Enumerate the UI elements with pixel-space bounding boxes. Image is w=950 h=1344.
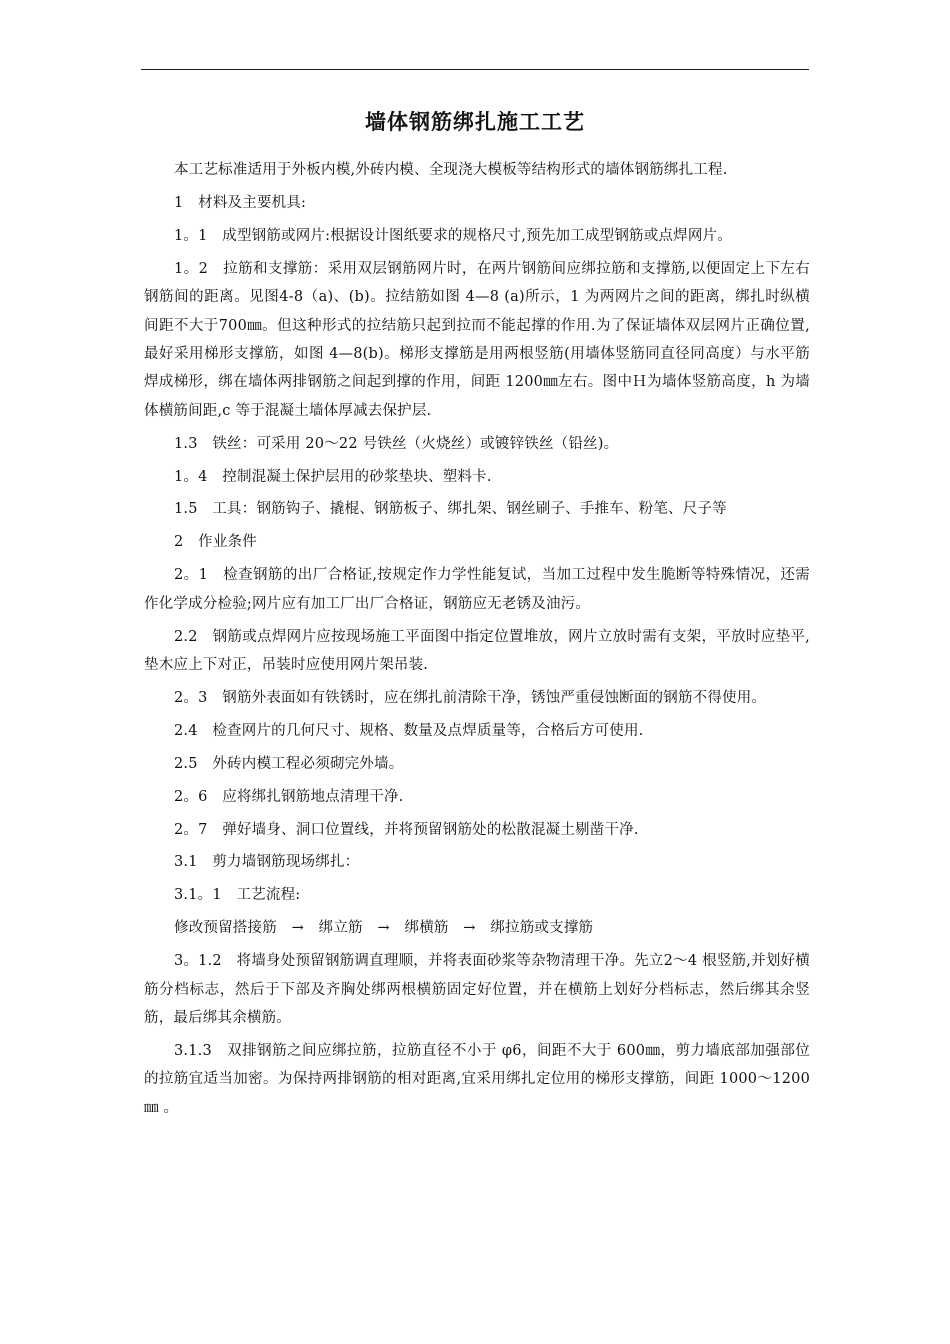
heading-materials: 1 材料及主要机具: bbox=[174, 194, 307, 211]
paragraph-intro: 本工艺标准适用于外板内模,外砖内模、全现浇大模板等结构形式的墙体钢筋绑扎工程. bbox=[174, 162, 728, 178]
heading-3-1: 3.1 剪力墙钢筋现场绑扎： bbox=[174, 854, 360, 871]
process-flow: 修改预留搭接筋 → 绑立筋 → 绑横筋 → 绑拉筋或支撑筋 bbox=[174, 920, 594, 937]
document-title: 墙体钢筋绑扎施工工艺 bbox=[365, 110, 585, 134]
paragraph-2-1: 2。1 检查钢筋的出厂合格证,按规定作力学性能复试，当加工过程中发生脆断等特殊情况，还需作化学成分检验;网片应有加工厂出厂合格证，钢筋应无老锈及油污。 bbox=[144, 567, 810, 612]
paragraph-3-1-3: 3.1.3 双排钢筋之间应绑拉筋，拉筋直径不小于 φ6，间距不大于 600㎜，剪力墙底部加强部位的拉筋宜适当加密。为保持两排钢筋的相对距离,宜采用绑扎定位用的梯形支撑筋，间距 1000～1200㎜ 。 bbox=[144, 1042, 810, 1116]
heading-3-1-1: 3.1。1 工艺流程: bbox=[174, 887, 301, 904]
paragraph-1-3: 1.3 铁丝：可采用 20～22 号铁丝（火烧丝）或镀锌铁丝（铅丝)。 bbox=[174, 435, 619, 452]
paragraph-2-3: 2。3 钢筋外表面如有铁锈时，应在绑扎前清除干净，锈蚀严重侵蚀断面的钢筋不得使用。 bbox=[174, 689, 767, 706]
document-body bbox=[144, 156, 810, 1127]
paragraph-1-5: 1.5 工具：钢筋钩子、撬棍、钢筋板子、绑扎架、钢丝刷子、手推车、粉笔、尺子等 bbox=[174, 501, 727, 518]
paragraph-2-2: 2.2 钢筋或点焊网片应按现场施工平面图中指定位置堆放，网片立放时需有支架，平放时应垫平,垫木应上下对正，吊装时应使用网片架吊装. bbox=[144, 628, 810, 673]
heading-work-conditions: 2 作业条件 bbox=[174, 534, 257, 551]
paragraph-2-7: 2。7 弹好墙身、洞口位置线，并将预留钢筋处的松散混凝土剔凿干净. bbox=[174, 821, 639, 838]
paragraph-1-1: 1。1 成型钢筋或网片:根据设计图纸要求的规格尺寸,预先加工成型钢筋或点焊网片。 bbox=[174, 227, 732, 244]
header-rule bbox=[141, 69, 809, 70]
paragraph-1-4: 1。4 控制混凝土保护层用的砂浆垫块、塑料卡. bbox=[174, 468, 492, 485]
paragraph-2-6: 2。6 应将绑扎钢筋地点清理干净. bbox=[174, 788, 404, 805]
paragraph-2-5: 2.5 外砖内模工程必须砌完外墙。 bbox=[174, 755, 404, 772]
paragraph-3-1-2: 3。1.2 将墙身处预留钢筋调直理顺，并将表面砂浆等杂物清理干净。先立2～4 根竖筋,并划好横筋分档标志，然后于下部及齐胸处绑两根横筋固定好位置，并在横筋上划好分档标志，然后绑其余竖筋，最后绑其余横筋。 bbox=[144, 953, 810, 1026]
paragraph-1-2: 1。2 拉筋和支撑筋：采用双层钢筋网片时，在两片钢筋间应绑拉筋和支撑筋,以便固定上下左右钢筋间的距离。见图4-8（a)、(b)。拉结筋如图 4—8 (a)所示，1 为两网片之间的距离，绑扎时纵横间距不大于700㎜。但这种形式的拉结筋只起到拉而不能起撑的作用.为了保证墙体双层网片正确位置,最好采用梯形支撑筋，如图 4—8(b)。梯形支撑筋是用两根竖筋(用墙体竖筋同直径同高度）与水平筋焊成梯形，绑在墙体两排钢筋之间起到撑的作用，间距 1200㎜左右。图中Ｈ为墙体竖筋高度，h 为墙体横筋间距,c 等于混凝土墙体厚减去保护层. bbox=[144, 260, 810, 419]
paragraph-2-4: 2.4 检查网片的几何尺寸、规格、数量及点焊质量等，合格后方可使用. bbox=[174, 722, 644, 739]
